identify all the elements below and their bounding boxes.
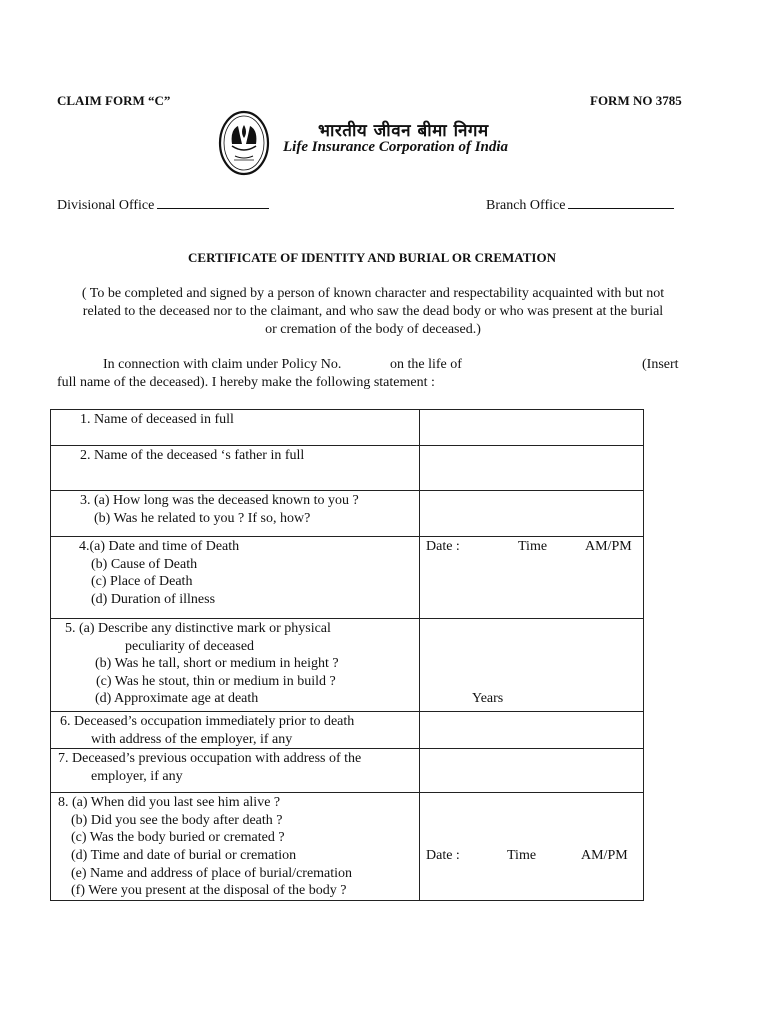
answer-cell[interactable] [420,410,644,446]
time-label: Time [507,848,537,864]
lic-logo-icon [218,110,270,176]
answer-cell[interactable] [420,619,644,712]
table-row [51,446,644,491]
question-line: 2. Name of the deceased ‘s father in full [80,448,305,463]
statement-life-text: on the life of [390,357,462,372]
certificate-title: CERTIFICATE OF IDENTITY AND BURIAL OR CREMATION [188,250,556,265]
question-line: 7. Deceased’s previous occupation with address of the [58,751,362,767]
question-line: 4.(a) Date and time of Death [79,539,240,554]
question-line: (b) Did you see the body after death ? [71,812,283,828]
question-line: (d) Approximate age at death [95,691,259,707]
instruction-line: related to the deceased nor to the claimant, and who saw the dead body or who was present at the burial [82,304,664,319]
answer-cell[interactable] [420,793,644,901]
organization-name-hindi: भारतीय जीवन बीमा निगम [318,121,489,141]
table-row [51,749,644,793]
statement-insert-text: (Insert [642,357,679,372]
question-cell [51,712,420,749]
divisional-office-field [57,196,269,214]
form-number: FORM NO 3785 [590,93,682,108]
instruction-line: ( To be completed and signed by a person of known character and respectability acquainted with but not [81,286,665,301]
question-line: (c) Was the body buried or cremated ? [71,830,285,846]
question-cell [51,793,420,901]
date-label: Date : [426,539,460,554]
ampm-label: AM/PM [585,539,632,554]
table-row [51,793,644,901]
answer-cell[interactable] [420,749,644,793]
statement-line-2: full name of the deceased). I hereby make the following statement : [57,375,435,390]
statement-policy-text: In connection with claim under Policy No. [103,357,342,372]
answer-cell[interactable] [420,446,644,491]
question-cell [51,537,420,619]
question-line: 3. (a) How long was the deceased known to you ? [80,493,359,508]
question-line: (b) Was he tall, short or medium in height ? [95,656,339,672]
instruction-line: or cremation of the body of deceased.) [265,322,481,337]
question-line: 1. Name of deceased in full [80,412,234,427]
question-line: peculiarity of deceased [125,638,255,654]
table-row [51,491,644,537]
claim-form-label: CLAIM FORM “C” [57,93,171,108]
table-row [51,537,644,619]
question-cell [51,446,420,491]
question-cell [51,410,420,446]
table-row [51,619,644,712]
answer-cell[interactable] [420,491,644,537]
question-line: 8. (a) When did you last see him alive ? [58,795,281,811]
time-label: Time [518,539,548,554]
instructions-text [50,285,696,339]
divisional-office-blank[interactable] [157,196,269,209]
question-cell [51,749,420,793]
form-table [50,409,644,901]
question-cell [51,491,420,537]
question-line: (c) Place of Death [91,574,193,590]
branch-office-field [486,196,674,214]
branch-office-label: Branch Office [486,198,566,213]
question-line: (d) Time and date of burial or cremation [71,847,297,863]
question-line: (e) Name and address of place of burial/cremation [71,865,353,881]
question-cell [51,619,420,712]
answer-cell[interactable] [420,712,644,749]
divisional-office-label: Divisional Office [57,198,155,213]
date-label: Date : [426,848,460,864]
question-line: (b) Was he related to you ? If so, how? [94,510,311,526]
table-row [51,410,644,446]
question-line: (d) Duration of illness [91,591,216,607]
question-line: (f) Were you present at the disposal of the body ? [71,883,347,899]
ampm-label: AM/PM [581,848,628,864]
question-line: 5. (a) Describe any distinctive mark or physical [65,621,331,636]
branch-office-blank[interactable] [568,196,674,209]
answer-cell[interactable] [420,537,644,619]
organization-name-english: Life Insurance Corporation of India [283,139,509,155]
table-row [51,712,644,749]
question-line: employer, if any [91,768,183,784]
question-line: with address of the employer, if any [91,731,293,747]
question-line: (c) Was he stout, thin or medium in build ? [96,673,336,689]
question-line: (b) Cause of Death [91,556,198,572]
years-label: Years [472,691,504,706]
question-line: 6. Deceased’s occupation immediately prior to death [60,714,355,729]
